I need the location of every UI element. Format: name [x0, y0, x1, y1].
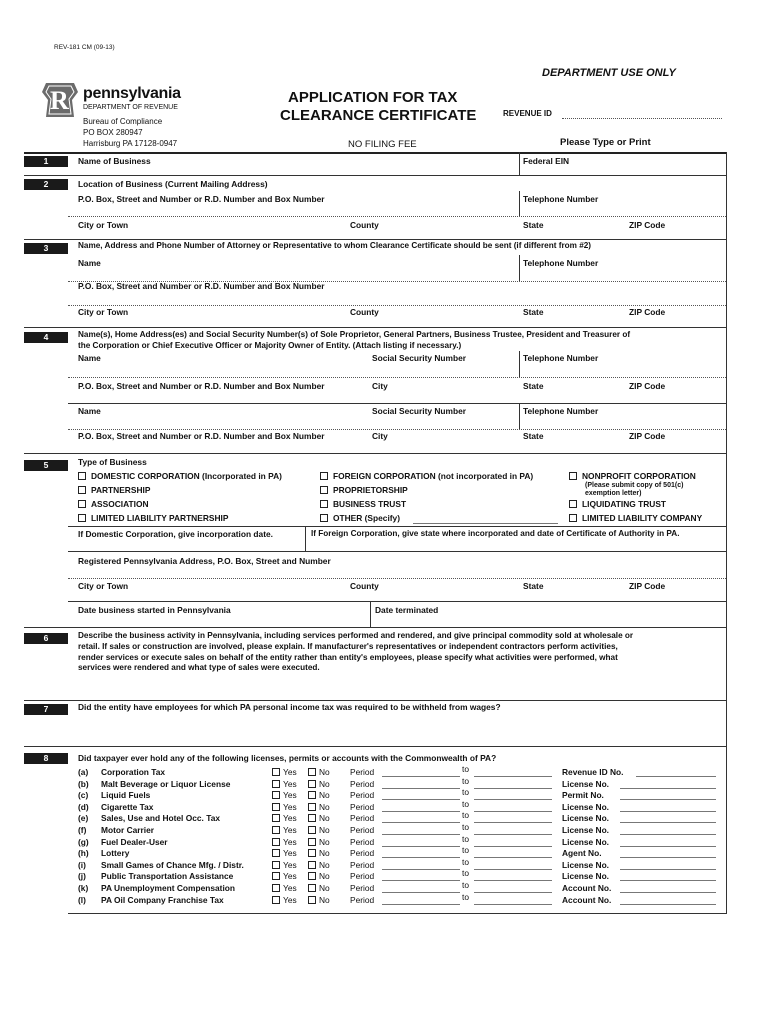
- license-yes-label: Yes: [283, 883, 297, 893]
- business-city-label: City or Town: [78, 220, 129, 230]
- period-to-field[interactable]: [474, 869, 552, 870]
- license-no-option[interactable]: [308, 872, 330, 880]
- owners-title-line-1: Name(s), Home Address(es) and Social Security Number(s) of Sole Proprietor, General Partners, Business Trustee, President and Treasurer of: [78, 330, 631, 339]
- license-no-label: No: [319, 860, 330, 870]
- license-no-label: No: [319, 790, 330, 800]
- representative-phone-field[interactable]: [520, 268, 725, 280]
- representative-street-label: P.O. Box, Street and Number or R.D. Number and Box Number: [78, 281, 325, 291]
- period-from-field[interactable]: [382, 834, 460, 835]
- other-checkbox[interactable]: [320, 514, 328, 522]
- license-letter: (b): [78, 779, 89, 789]
- license-id-label: License No.: [562, 802, 610, 812]
- domestic-incorporation-date-label: If Domestic Corporation, give incorporation date.: [78, 529, 273, 539]
- employees-answer-field[interactable]: [68, 714, 726, 744]
- option-partnership[interactable]: PARTNERSHIP: [78, 486, 150, 494]
- period-label: Period: [350, 779, 375, 789]
- representative-city-label: City or Town: [78, 307, 129, 317]
- license-no-checkbox[interactable]: [308, 814, 316, 822]
- period-from-field[interactable]: [382, 822, 460, 823]
- license-letter: (a): [78, 767, 89, 777]
- license-no-option[interactable]: [308, 814, 330, 822]
- option-liquidating-trust[interactable]: LIQUIDATING TRUST: [569, 500, 666, 508]
- registered-county-label: County: [350, 581, 379, 591]
- registered-city-state-zip-field[interactable]: [68, 590, 726, 600]
- period-from-field[interactable]: [382, 857, 460, 858]
- period-to-label: to: [462, 868, 469, 878]
- licenses-question: Did taxpayer ever hold any of the following licenses, permits or accounts with the Commonwealth of PA?: [78, 753, 497, 763]
- keystone-logo-icon: [40, 80, 80, 120]
- license-no-option[interactable]: [308, 780, 330, 788]
- nonprofit-note-line-1: (Please submit copy of 501(c): [585, 482, 684, 489]
- license-id-label: Permit No.: [562, 790, 604, 800]
- license-yes-option[interactable]: [272, 838, 297, 846]
- owner2-zip-label: ZIP Code: [629, 431, 666, 441]
- registered-address-label: Registered Pennsylvania Address, P.O. Box, Street and Number: [78, 556, 331, 566]
- license-label: Public Transportation Assistance: [101, 871, 234, 881]
- association-checkbox[interactable]: [78, 500, 86, 508]
- option-association[interactable]: ASSOCIATION: [78, 500, 149, 508]
- license-label: Fuel Dealer-User: [101, 837, 168, 847]
- license-no-checkbox[interactable]: [308, 803, 316, 811]
- option-other[interactable]: OTHER (Specify): [320, 514, 400, 522]
- owner1-city-label: City: [372, 381, 388, 391]
- license-id-field[interactable]: [620, 869, 716, 870]
- period-label: Period: [350, 837, 375, 847]
- form-right-border: [726, 152, 727, 914]
- license-yes-checkbox[interactable]: [272, 768, 280, 776]
- owner2-name-ssn-phone-field[interactable]: [68, 416, 726, 428]
- license-letter: (c): [78, 790, 89, 800]
- period-to-field[interactable]: [474, 822, 552, 823]
- license-yes-checkbox[interactable]: [272, 791, 280, 799]
- option-limited-liability-partnership[interactable]: LIMITED LIABILITY PARTNERSHIP: [78, 514, 228, 522]
- license-yes-option[interactable]: [272, 791, 297, 799]
- incorporation-date-field[interactable]: [68, 539, 304, 550]
- section-2-number: 2: [24, 179, 68, 190]
- department-use-only: DEPARTMENT USE ONLY: [542, 67, 676, 79]
- license-no-checkbox[interactable]: [308, 872, 316, 880]
- period-from-field[interactable]: [382, 869, 460, 870]
- business-phone-field[interactable]: [520, 203, 725, 215]
- license-id-label: License No.: [562, 871, 610, 881]
- period-to-label: to: [462, 822, 469, 832]
- period-from-field[interactable]: [382, 811, 460, 812]
- date-business-started-label: Date business started in Pennsylvania: [78, 605, 231, 615]
- license-no-option[interactable]: [308, 838, 330, 846]
- period-label: Period: [350, 790, 375, 800]
- license-id-field[interactable]: [620, 857, 716, 858]
- business-street-label: P.O. Box, Street and Number or R.D. Number and Box Number: [78, 194, 325, 204]
- license-yes-option[interactable]: [272, 826, 297, 834]
- license-id-field[interactable]: [620, 822, 716, 823]
- owners-title-line-2: the Corporation or Chief Executive Officer or Majority Owner of Entity. (Attach listing if necessary.): [78, 341, 462, 350]
- license-no-checkbox[interactable]: [308, 849, 316, 857]
- license-id-label: Account No.: [562, 895, 612, 905]
- license-yes-checkbox[interactable]: [272, 803, 280, 811]
- period-to-field[interactable]: [474, 880, 552, 881]
- period-label: Period: [350, 802, 375, 812]
- period-label: Period: [350, 860, 375, 870]
- date-terminated-field[interactable]: [371, 615, 725, 626]
- period-label: Period: [350, 871, 375, 881]
- business-activity-text-line-4: services were rendered and what type of sales were executed.: [78, 663, 320, 672]
- license-id-field[interactable]: [636, 776, 716, 777]
- period-to-label: to: [462, 857, 469, 867]
- business-state-label: State: [523, 220, 544, 230]
- owner2-city-label: City: [372, 431, 388, 441]
- owner1-street-label: P.O. Box, Street and Number or R.D. Number and Box Number: [78, 381, 325, 391]
- license-yes-option[interactable]: [272, 884, 297, 892]
- license-yes-checkbox[interactable]: [272, 861, 280, 869]
- representative-title: Name, Address and Phone Number of Attorney or Representative to whom Clearance Certificate should be sent (if different from #2): [78, 241, 592, 250]
- license-yes-label: Yes: [283, 895, 297, 905]
- partnership-checkbox[interactable]: [78, 486, 86, 494]
- license-no-label: No: [319, 837, 330, 847]
- license-no-label: No: [319, 802, 330, 812]
- license-id-label: License No.: [562, 779, 610, 789]
- license-no-label: No: [319, 779, 330, 789]
- license-id-field[interactable]: [620, 846, 716, 847]
- business-activity-field[interactable]: [68, 675, 726, 699]
- license-label: Sales, Use and Hotel Occ. Tax: [101, 813, 221, 823]
- license-yes-label: Yes: [283, 871, 297, 881]
- address-line-2: PO BOX 280947: [83, 128, 143, 137]
- license-no-option[interactable]: [308, 884, 330, 892]
- license-label: Lottery: [101, 848, 130, 858]
- license-id-field[interactable]: [620, 799, 716, 800]
- license-letter: (h): [78, 848, 89, 858]
- license-no-option[interactable]: [308, 768, 330, 776]
- form-bottom-rule: [68, 913, 726, 914]
- section-3-number: 3: [24, 243, 68, 254]
- license-yes-checkbox[interactable]: [272, 896, 280, 904]
- license-id-field[interactable]: [620, 811, 716, 812]
- license-no-checkbox[interactable]: [308, 884, 316, 892]
- license-no-checkbox[interactable]: [308, 896, 316, 904]
- license-yes-option[interactable]: [272, 896, 297, 904]
- owner2-ssn-label: Social Security Number: [372, 406, 467, 416]
- license-letter: (k): [78, 883, 89, 893]
- logo-letter: R: [50, 86, 69, 115]
- owner2-name-label: Name: [78, 406, 101, 416]
- representative-county-label: County: [350, 307, 379, 317]
- period-label: Period: [350, 813, 375, 823]
- nonprofit-note-line-2: exemption letter): [585, 490, 642, 497]
- business-city-state-zip-field[interactable]: [68, 228, 726, 238]
- section-4-number: 4: [24, 332, 68, 343]
- license-no-label: No: [319, 767, 330, 777]
- period-to-label: to: [462, 764, 469, 774]
- period-to-field[interactable]: [474, 788, 552, 789]
- license-yes-checkbox[interactable]: [272, 849, 280, 857]
- license-no-option[interactable]: [308, 849, 330, 857]
- license-id-field[interactable]: [620, 904, 716, 905]
- license-letter: (d): [78, 802, 89, 812]
- owner2-phone-label: Telephone Number: [523, 406, 599, 416]
- no-filing-fee: NO FILING FEE: [348, 139, 417, 150]
- representative-city-state-zip-field[interactable]: [68, 316, 726, 326]
- please-type-or-print: Please Type or Print: [560, 137, 651, 148]
- owner1-ssn-label: Social Security Number: [372, 353, 467, 363]
- period-from-field[interactable]: [382, 846, 460, 847]
- period-label: Period: [350, 883, 375, 893]
- department-name: DEPARTMENT OF REVENUE: [83, 104, 178, 111]
- license-letter: (l): [78, 895, 86, 905]
- license-id-label: Agent No.: [562, 848, 602, 858]
- revenue-id-field[interactable]: [562, 118, 722, 119]
- date-started-field[interactable]: [68, 615, 369, 626]
- owner1-name-label: Name: [78, 353, 101, 363]
- period-to-field[interactable]: [474, 892, 552, 893]
- license-yes-option[interactable]: [272, 861, 297, 869]
- owner1-zip-label: ZIP Code: [629, 381, 666, 391]
- business-zip-label: ZIP Code: [629, 220, 666, 230]
- address-line-1: Bureau of Compliance: [83, 117, 163, 126]
- license-no-label: No: [319, 883, 330, 893]
- foreign-corporation-checkbox[interactable]: [320, 472, 328, 480]
- revenue-id-label: REVENUE ID: [503, 109, 552, 118]
- license-id-field[interactable]: [620, 892, 716, 893]
- license-no-label: No: [319, 848, 330, 858]
- period-to-label: to: [462, 845, 469, 855]
- business-phone-label: Telephone Number: [523, 194, 599, 204]
- owner2-street-label: P.O. Box, Street and Number or R.D. Number and Box Number: [78, 431, 325, 441]
- license-id-field[interactable]: [620, 880, 716, 881]
- business-trust-checkbox[interactable]: [320, 500, 328, 508]
- license-no-checkbox[interactable]: [308, 861, 316, 869]
- license-yes-label: Yes: [283, 790, 297, 800]
- period-label: Period: [350, 767, 375, 777]
- license-id-label: Revenue ID No.: [562, 767, 624, 777]
- license-letter: (i): [78, 860, 86, 870]
- period-from-field[interactable]: [382, 799, 460, 800]
- license-label: Motor Carrier: [101, 825, 155, 835]
- period-to-label: to: [462, 776, 469, 786]
- section-6-number: 6: [24, 633, 68, 644]
- date-terminated-label: Date terminated: [375, 605, 439, 615]
- license-yes-checkbox[interactable]: [272, 838, 280, 846]
- license-id-label: Account No.: [562, 883, 612, 893]
- period-to-label: to: [462, 799, 469, 809]
- license-no-option[interactable]: [308, 826, 330, 834]
- type-of-business-label: Type of Business: [78, 457, 147, 467]
- license-letter: (j): [78, 871, 86, 881]
- owner2-state-label: State: [523, 431, 544, 441]
- period-label: Period: [350, 848, 375, 858]
- owner1-state-label: State: [523, 381, 544, 391]
- license-yes-label: Yes: [283, 813, 297, 823]
- period-to-label: to: [462, 880, 469, 890]
- license-id-label: License No.: [562, 837, 610, 847]
- license-label: Cigarette Tax: [101, 802, 154, 812]
- business-street-field[interactable]: [68, 203, 518, 215]
- period-to-field[interactable]: [474, 846, 552, 847]
- llc-checkbox[interactable]: [569, 514, 577, 522]
- period-to-field[interactable]: [474, 776, 552, 777]
- period-from-field[interactable]: [382, 788, 460, 789]
- owner1-name-ssn-phone-field[interactable]: [68, 364, 726, 376]
- license-label: PA Oil Company Franchise Tax: [101, 895, 224, 905]
- domestic-corporation-checkbox[interactable]: [78, 472, 86, 480]
- license-yes-checkbox[interactable]: [272, 884, 280, 892]
- license-yes-label: Yes: [283, 779, 297, 789]
- llp-checkbox[interactable]: [78, 514, 86, 522]
- license-label: Liquid Fuels: [101, 790, 151, 800]
- period-to-field[interactable]: [474, 834, 552, 835]
- period-from-field[interactable]: [382, 904, 460, 905]
- license-yes-checkbox[interactable]: [272, 814, 280, 822]
- period-label: Period: [350, 895, 375, 905]
- period-to-field[interactable]: [474, 857, 552, 858]
- license-id-field[interactable]: [620, 788, 716, 789]
- representative-name-label: Name: [78, 258, 101, 268]
- registered-address-field[interactable]: [68, 566, 726, 578]
- liquidating-trust-checkbox[interactable]: [569, 500, 577, 508]
- form-code: REV-181 CM (09-13): [54, 44, 115, 51]
- period-to-field[interactable]: [474, 904, 552, 905]
- option-nonprofit-corporation[interactable]: NONPROFIT CORPORATION: [569, 472, 696, 480]
- license-yes-label: Yes: [283, 825, 297, 835]
- license-no-checkbox[interactable]: [308, 826, 316, 834]
- federal-ein-label: Federal EIN: [523, 156, 570, 166]
- license-no-label: No: [319, 813, 330, 823]
- form-top-rule: [24, 152, 726, 154]
- owner1-phone-label: Telephone Number: [523, 353, 599, 363]
- registered-state-label: State: [523, 581, 544, 591]
- license-yes-label: Yes: [283, 802, 297, 812]
- owner2-address-field[interactable]: [68, 441, 726, 451]
- license-letter: (e): [78, 813, 89, 823]
- period-to-field[interactable]: [474, 799, 552, 800]
- license-yes-option[interactable]: [272, 803, 297, 811]
- period-from-field[interactable]: [382, 776, 460, 777]
- license-id-label: License No.: [562, 860, 610, 870]
- period-from-field[interactable]: [382, 880, 460, 881]
- license-yes-option[interactable]: [272, 872, 297, 880]
- option-foreign-corporation[interactable]: FOREIGN CORPORATION (not incorporated in PA): [320, 472, 533, 480]
- license-no-checkbox[interactable]: [308, 768, 316, 776]
- section-5-number: 5: [24, 460, 68, 471]
- representative-state-label: State: [523, 307, 544, 317]
- section-1-number: 1: [24, 156, 68, 167]
- representative-phone-label: Telephone Number: [523, 258, 599, 268]
- period-to-label: to: [462, 834, 469, 844]
- proprietorship-checkbox[interactable]: [320, 486, 328, 494]
- option-proprietorship[interactable]: PROPRIETORSHIP: [320, 486, 408, 494]
- period-label: Period: [350, 825, 375, 835]
- registered-city-label: City or Town: [78, 581, 129, 591]
- period-to-label: to: [462, 810, 469, 820]
- license-no-label: No: [319, 871, 330, 881]
- foreign-corporation-info-label: If Foreign Corporation, give state where incorporated and date of Certificate of Authority in PA.: [311, 529, 680, 538]
- license-yes-checkbox[interactable]: [272, 872, 280, 880]
- license-label: Malt Beverage or Liquor License: [101, 779, 231, 789]
- license-yes-label: Yes: [283, 767, 297, 777]
- business-county-label: County: [350, 220, 379, 230]
- option-business-trust[interactable]: BUSINESS TRUST: [320, 500, 406, 508]
- license-yes-label: Yes: [283, 837, 297, 847]
- license-yes-label: Yes: [283, 848, 297, 858]
- business-name-label: Name of Business: [78, 156, 151, 166]
- option-domestic-corporation[interactable]: DOMESTIC CORPORATION (Incorporated in PA): [78, 472, 282, 480]
- location-of-business-label: Location of Business (Current Mailing Address): [78, 179, 268, 189]
- license-no-option[interactable]: [308, 896, 330, 904]
- license-no-label: No: [319, 825, 330, 835]
- license-no-option[interactable]: [308, 791, 330, 799]
- owner1-address-field[interactable]: [68, 391, 726, 401]
- license-label: Small Games of Chance Mfg. / Distr.: [101, 860, 244, 870]
- license-no-option[interactable]: [308, 861, 330, 869]
- representative-zip-label: ZIP Code: [629, 307, 666, 317]
- license-letter: (f): [78, 825, 87, 835]
- period-to-label: to: [462, 787, 469, 797]
- license-label: PA Unemployment Compensation: [101, 883, 236, 893]
- section-7-number: 7: [24, 704, 68, 715]
- license-id-label: License No.: [562, 813, 610, 823]
- license-no-label: No: [319, 895, 330, 905]
- period-from-field[interactable]: [382, 892, 460, 893]
- business-name-field[interactable]: [68, 160, 518, 174]
- employees-question: Did the entity have employees for which PA personal income tax was required to be withheld from wages?: [78, 702, 501, 712]
- period-to-field[interactable]: [474, 811, 552, 812]
- license-no-option[interactable]: [308, 803, 330, 811]
- license-no-checkbox[interactable]: [308, 791, 316, 799]
- license-id-label: License No.: [562, 825, 610, 835]
- license-yes-checkbox[interactable]: [272, 780, 280, 788]
- business-activity-text-line-2: retail. If sales or construction are involved, please explain. If manufacturer's representatives or independent contractors perform activities,: [78, 642, 618, 651]
- registered-zip-label: ZIP Code: [629, 581, 666, 591]
- license-id-field[interactable]: [620, 834, 716, 835]
- form-title-line-1: APPLICATION FOR TAX: [288, 89, 458, 106]
- other-specify-field[interactable]: [413, 523, 558, 524]
- foreign-state-date-field[interactable]: [306, 539, 725, 550]
- license-no-checkbox[interactable]: [308, 780, 316, 788]
- period-to-label: to: [462, 892, 469, 902]
- license-yes-checkbox[interactable]: [272, 826, 280, 834]
- license-yes-option[interactable]: [272, 814, 297, 822]
- license-yes-option[interactable]: [272, 849, 297, 857]
- license-yes-option[interactable]: [272, 780, 297, 788]
- agency-name: pennsylvania: [83, 85, 181, 102]
- business-activity-text-line-1: Describe the business activity in Pennsylvania, including services performed and rendered, and give principal commodity sold at wholesale or: [78, 631, 634, 640]
- license-yes-option[interactable]: [272, 768, 297, 776]
- license-letter: (g): [78, 837, 89, 847]
- section-8-number: 8: [24, 753, 68, 764]
- license-no-checkbox[interactable]: [308, 838, 316, 846]
- federal-ein-field[interactable]: [520, 160, 725, 174]
- representative-street-field[interactable]: [68, 292, 726, 304]
- license-yes-label: Yes: [283, 860, 297, 870]
- nonprofit-checkbox[interactable]: [569, 472, 577, 480]
- option-limited-liability-company[interactable]: LIMITED LIABILITY COMPANY: [569, 514, 702, 522]
- address-line-3: Harrisburg PA 17128-0947: [83, 139, 178, 148]
- business-activity-text-line-3: render services or execute sales on behalf of the entity rather than entity's employees, please specify what activities were performed, what: [78, 653, 618, 662]
- license-label: Corporation Tax: [101, 767, 166, 777]
- representative-name-field[interactable]: [68, 268, 518, 280]
- form-title-line-2: CLEARANCE CERTIFICATE: [280, 107, 477, 124]
